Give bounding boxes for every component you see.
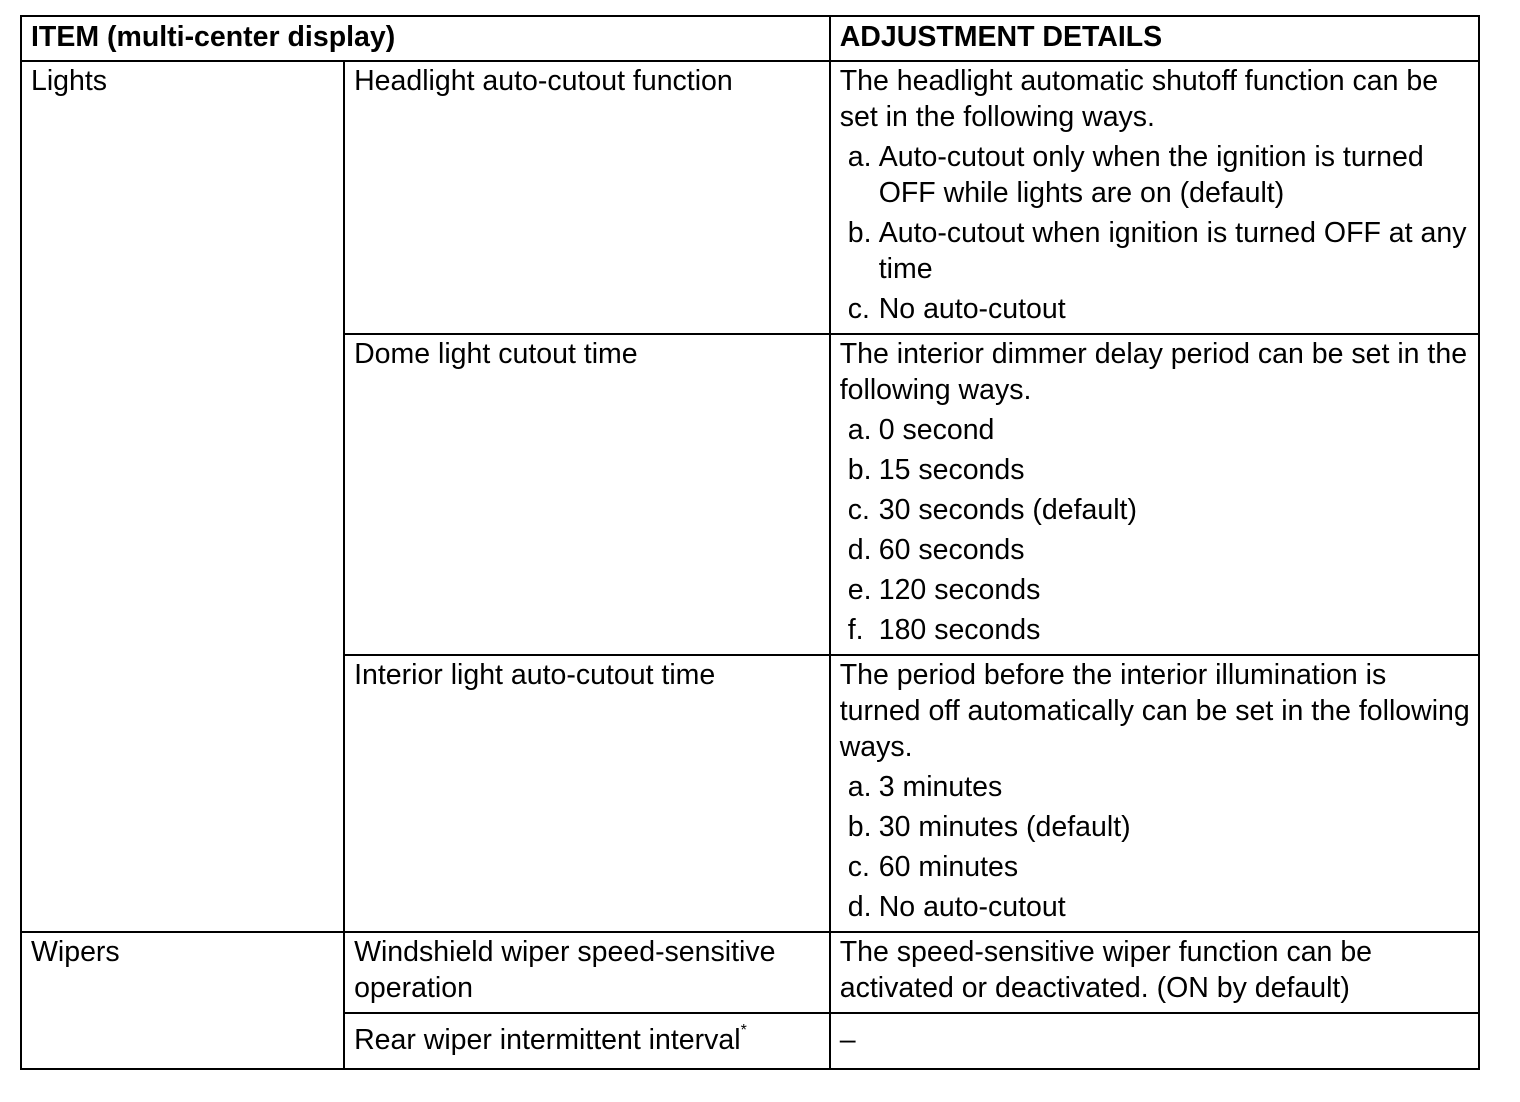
item-header: ITEM (multi-center display) [21, 16, 830, 61]
footnote-mark: * [740, 1021, 747, 1039]
item-cell [344, 1013, 830, 1069]
group-lights: Lights [21, 61, 344, 932]
option-letter: c. [847, 293, 870, 325]
option-letter: b. [847, 454, 872, 486]
item-cell: Interior light auto-cutout time [344, 655, 830, 932]
option-letter: c. [847, 494, 870, 526]
details-cell [830, 61, 1479, 334]
option-text: 180 seconds [878, 614, 1041, 646]
option-item [840, 769, 1470, 805]
option-item [840, 215, 1470, 287]
option-letter: e. [847, 574, 872, 606]
option-item [840, 412, 1470, 448]
option-item [840, 492, 1470, 528]
item-cell: Headlight auto-cutout function [344, 61, 830, 334]
option-letter: b. [847, 811, 872, 843]
option-text: Auto-cutout when ignition is turned OFF at any time [878, 217, 1467, 285]
details-intro: The headlight automatic shutoff function can be set in the following ways. [839, 65, 1439, 133]
option-letter: c. [847, 851, 870, 883]
option-item [840, 139, 1470, 211]
option-text: 120 seconds [878, 574, 1041, 606]
option-letter: f. [847, 614, 864, 646]
option-text: No auto-cutout [878, 293, 1066, 325]
option-item [840, 291, 1470, 327]
option-letter: b. [847, 217, 872, 249]
option-text: 30 minutes (default) [878, 811, 1131, 843]
option-text: 15 seconds [878, 454, 1025, 486]
option-text: 3 minutes [878, 771, 1003, 803]
header-row [21, 16, 1479, 61]
option-text: Auto-cutout only when the ignition is turned OFF while lights are on (default) [878, 141, 1424, 209]
option-item [840, 452, 1470, 488]
details-intro: The period before the interior illumination is turned off automatically can be set in the following ways. [839, 659, 1470, 763]
details-header: ADJUSTMENT DETAILS [830, 16, 1479, 61]
adjustment-table [20, 15, 1480, 1070]
details-cell [830, 655, 1479, 932]
details-intro: The interior dimmer delay period can be set in the following ways. [839, 338, 1468, 406]
option-letter: d. [847, 534, 872, 566]
option-item [840, 612, 1470, 648]
option-item [840, 572, 1470, 608]
option-letter: d. [847, 891, 872, 923]
option-text: 60 seconds [878, 534, 1025, 566]
option-item [840, 849, 1470, 885]
option-text: No auto-cutout [878, 891, 1066, 923]
option-letter: a. [847, 771, 872, 803]
option-item [840, 889, 1470, 925]
details-cell: The speed-sensitive wiper function can be activated or deactivated. (ON by default) [830, 932, 1479, 1013]
option-letter: a. [847, 141, 872, 173]
option-text: 0 second [878, 414, 995, 446]
option-text: 60 minutes [878, 851, 1019, 883]
item-cell: Windshield wiper speed-sensitive operation [344, 932, 830, 1013]
option-text: 30 seconds (default) [878, 494, 1137, 526]
option-item [840, 532, 1470, 568]
group-wipers: Wipers [21, 932, 344, 1069]
table-row [21, 932, 1479, 1013]
table-row [21, 61, 1479, 334]
item-cell: Dome light cutout time [344, 334, 830, 655]
details-cell [830, 334, 1479, 655]
item-text: Rear wiper intermittent interval [354, 1024, 741, 1056]
details-cell: – [830, 1013, 1479, 1069]
option-letter: a. [847, 414, 872, 446]
option-item [840, 809, 1470, 845]
